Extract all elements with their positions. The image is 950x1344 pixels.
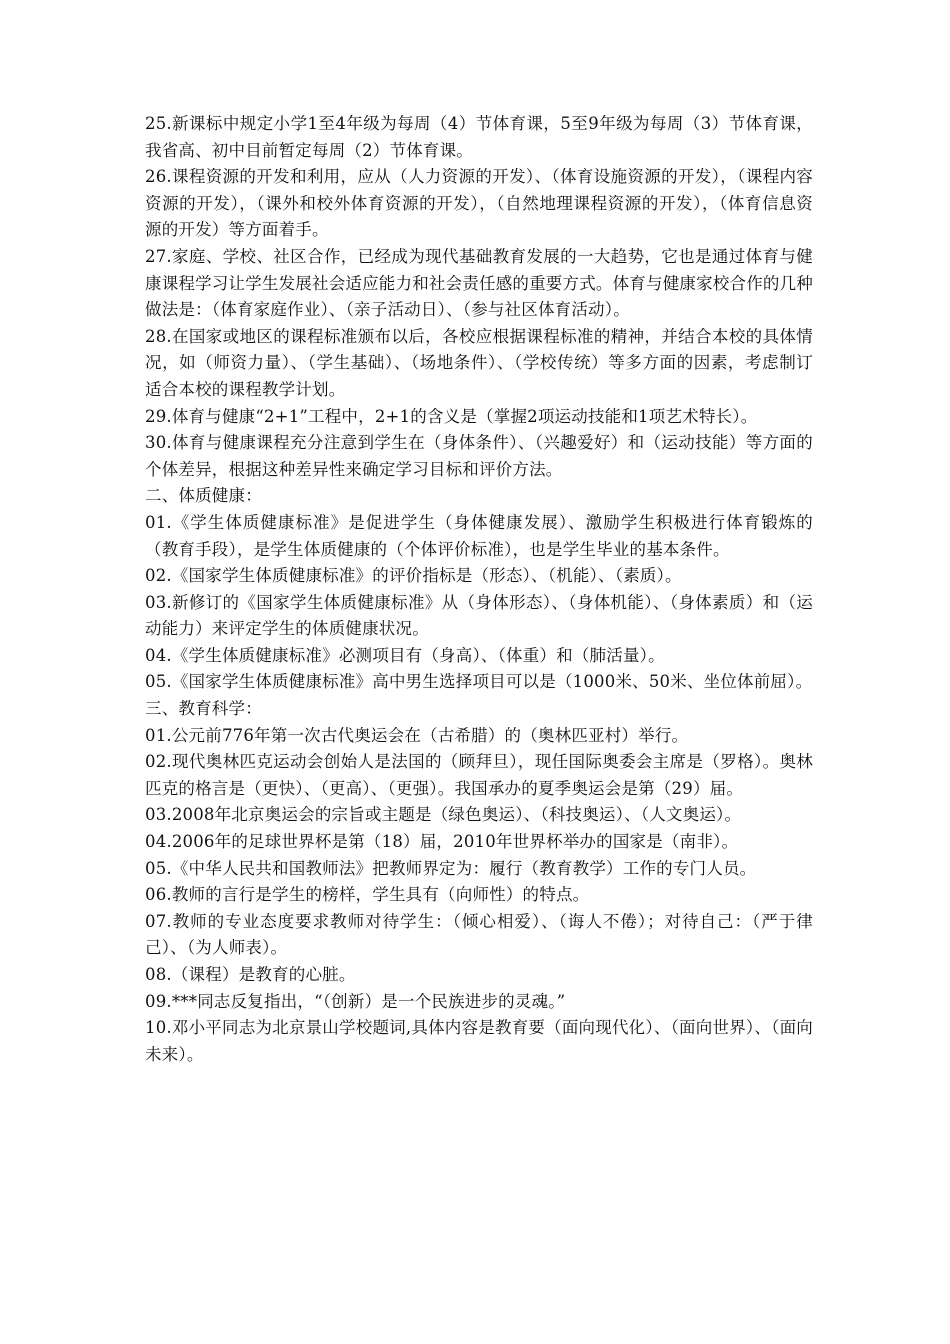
item-01: 01.公元前776年第一次古代奥运会在（古希腊）的（奥林匹亚村）举行。 [145,725,689,745]
item-05: 05.《中华人民共和国教师法》把教师界定为：履行（教育教学）工作的专门人员。 [145,858,757,878]
item-02: 02.现代奥林匹克运动会创始人是法国的（顾拜旦），现任国际奥委会主席是（罗格）。奥林匹克的格言是（更快）、（更高）、（更强）。我国承办的夏季奥运会是第（29）届。 [145,752,813,798]
item-03: 03.新修订的《国家学生体质健康标准》从（身体形态）、（身体机能）、（身体素质）和（运动能力）来评定学生的体质健康状况。 [145,592,813,639]
item-28: 28.在国家或地区的课程标准颁布以后，各校应根据课程标准的精神，并结合本校的具体情况，如（师资力量）、（学生基础）、（场地条件）、（学校传统）等多方面的因素，考虑制订适合本校的课程教学计划。 [145,326,813,399]
item-30: 30.体育与健康课程充分注意到学生在（身体条件）、（兴趣爱好）和（运动技能）等方面的个体差异，根据这种差异性来确定学习目标和评价方法。 [145,433,813,479]
item-26: 26.课程资源的开发和利用，应从（人力资源的开发）、（体育设施资源的开发），（课程内容资源的开发），（课外和校外体育资源的开发），（自然地理课程资源的开发），（体育信息资源的开发）等方面着手。 [145,167,813,240]
item-08: 08.（课程）是教育的心脏。 [145,965,356,984]
item-04: 04.《学生体质健康标准》必测项目有（身高）、（体重）和（肺活量）。 [145,645,665,665]
item-03: 03.2008年北京奥运会的宗旨或主题是（绿色奥运）、（科技奥运）、（人文奥运）。 [145,805,742,825]
item-05: 05.《国家学生体质健康标准》高中男生选择项目可以是（1000米、50米、坐位体前屈）。 [145,672,813,692]
item-27: 27.家庭、学校、社区合作，已经成为现代基础教育发展的一大趋势，它也是通过体育与健康课程学习让学生发展社会适应能力和社会责任感的重要方式。体育与健康家校合作的几种做法是：（体育家庭作业）、（亲子活动日）、（参与社区体育活动）。 [145,246,813,320]
item-02: 02.《国家学生体质健康标准》的评价指标是（形态）、（机能）、（素质）。 [145,566,682,586]
section-kecheng [145,111,813,483]
section-tizhi-jiankang [145,483,813,696]
item-29: 29.体育与健康“2+1”工程中，2+1的含义是（掌握2项运动技能和1项艺术特长）。 [145,406,758,426]
item-09: 09.***同志反复指出，“（创新）是一个民族进步的灵魂。” [145,991,566,1011]
item-07: 07.教师的专业态度要求教师对待学生：（倾心相爱）、（诲人不倦）；对待自己：（严于律己）、（为人师表）。 [145,911,813,958]
item-01: 01.《学生体质健康标准》是促进学生（身体健康发展）、激励学生积极进行体育锻炼的（教育手段），是学生体质健康的（个体评价标准），也是学生毕业的基本条件。 [145,512,813,559]
item-04: 04.2006年的足球世界杯是第（18）届，2010年世界杯举办的国家是（南非）。 [145,832,739,852]
section-heading: 二、体质健康： [145,486,262,506]
section-heading: 三、教育科学： [145,699,262,719]
item-06: 06.教师的言行是学生的榜样，学生具有（向师性）的特点。 [145,885,590,905]
section-jiaoyu-kexue [145,696,813,1068]
item-25: 25.新课标中规定小学1至4年级为每周（4）节体育课，5至9年级为每周（3）节体育课，我省高、初中目前暂定每周（2）节体育课。 [145,114,813,160]
item-10: 10.邓小平同志为北京景山学校题词,具体内容是教育要（面向现代化）、（面向世界）、（面向未来）。 [145,1018,813,1064]
document-page [145,111,813,1068]
